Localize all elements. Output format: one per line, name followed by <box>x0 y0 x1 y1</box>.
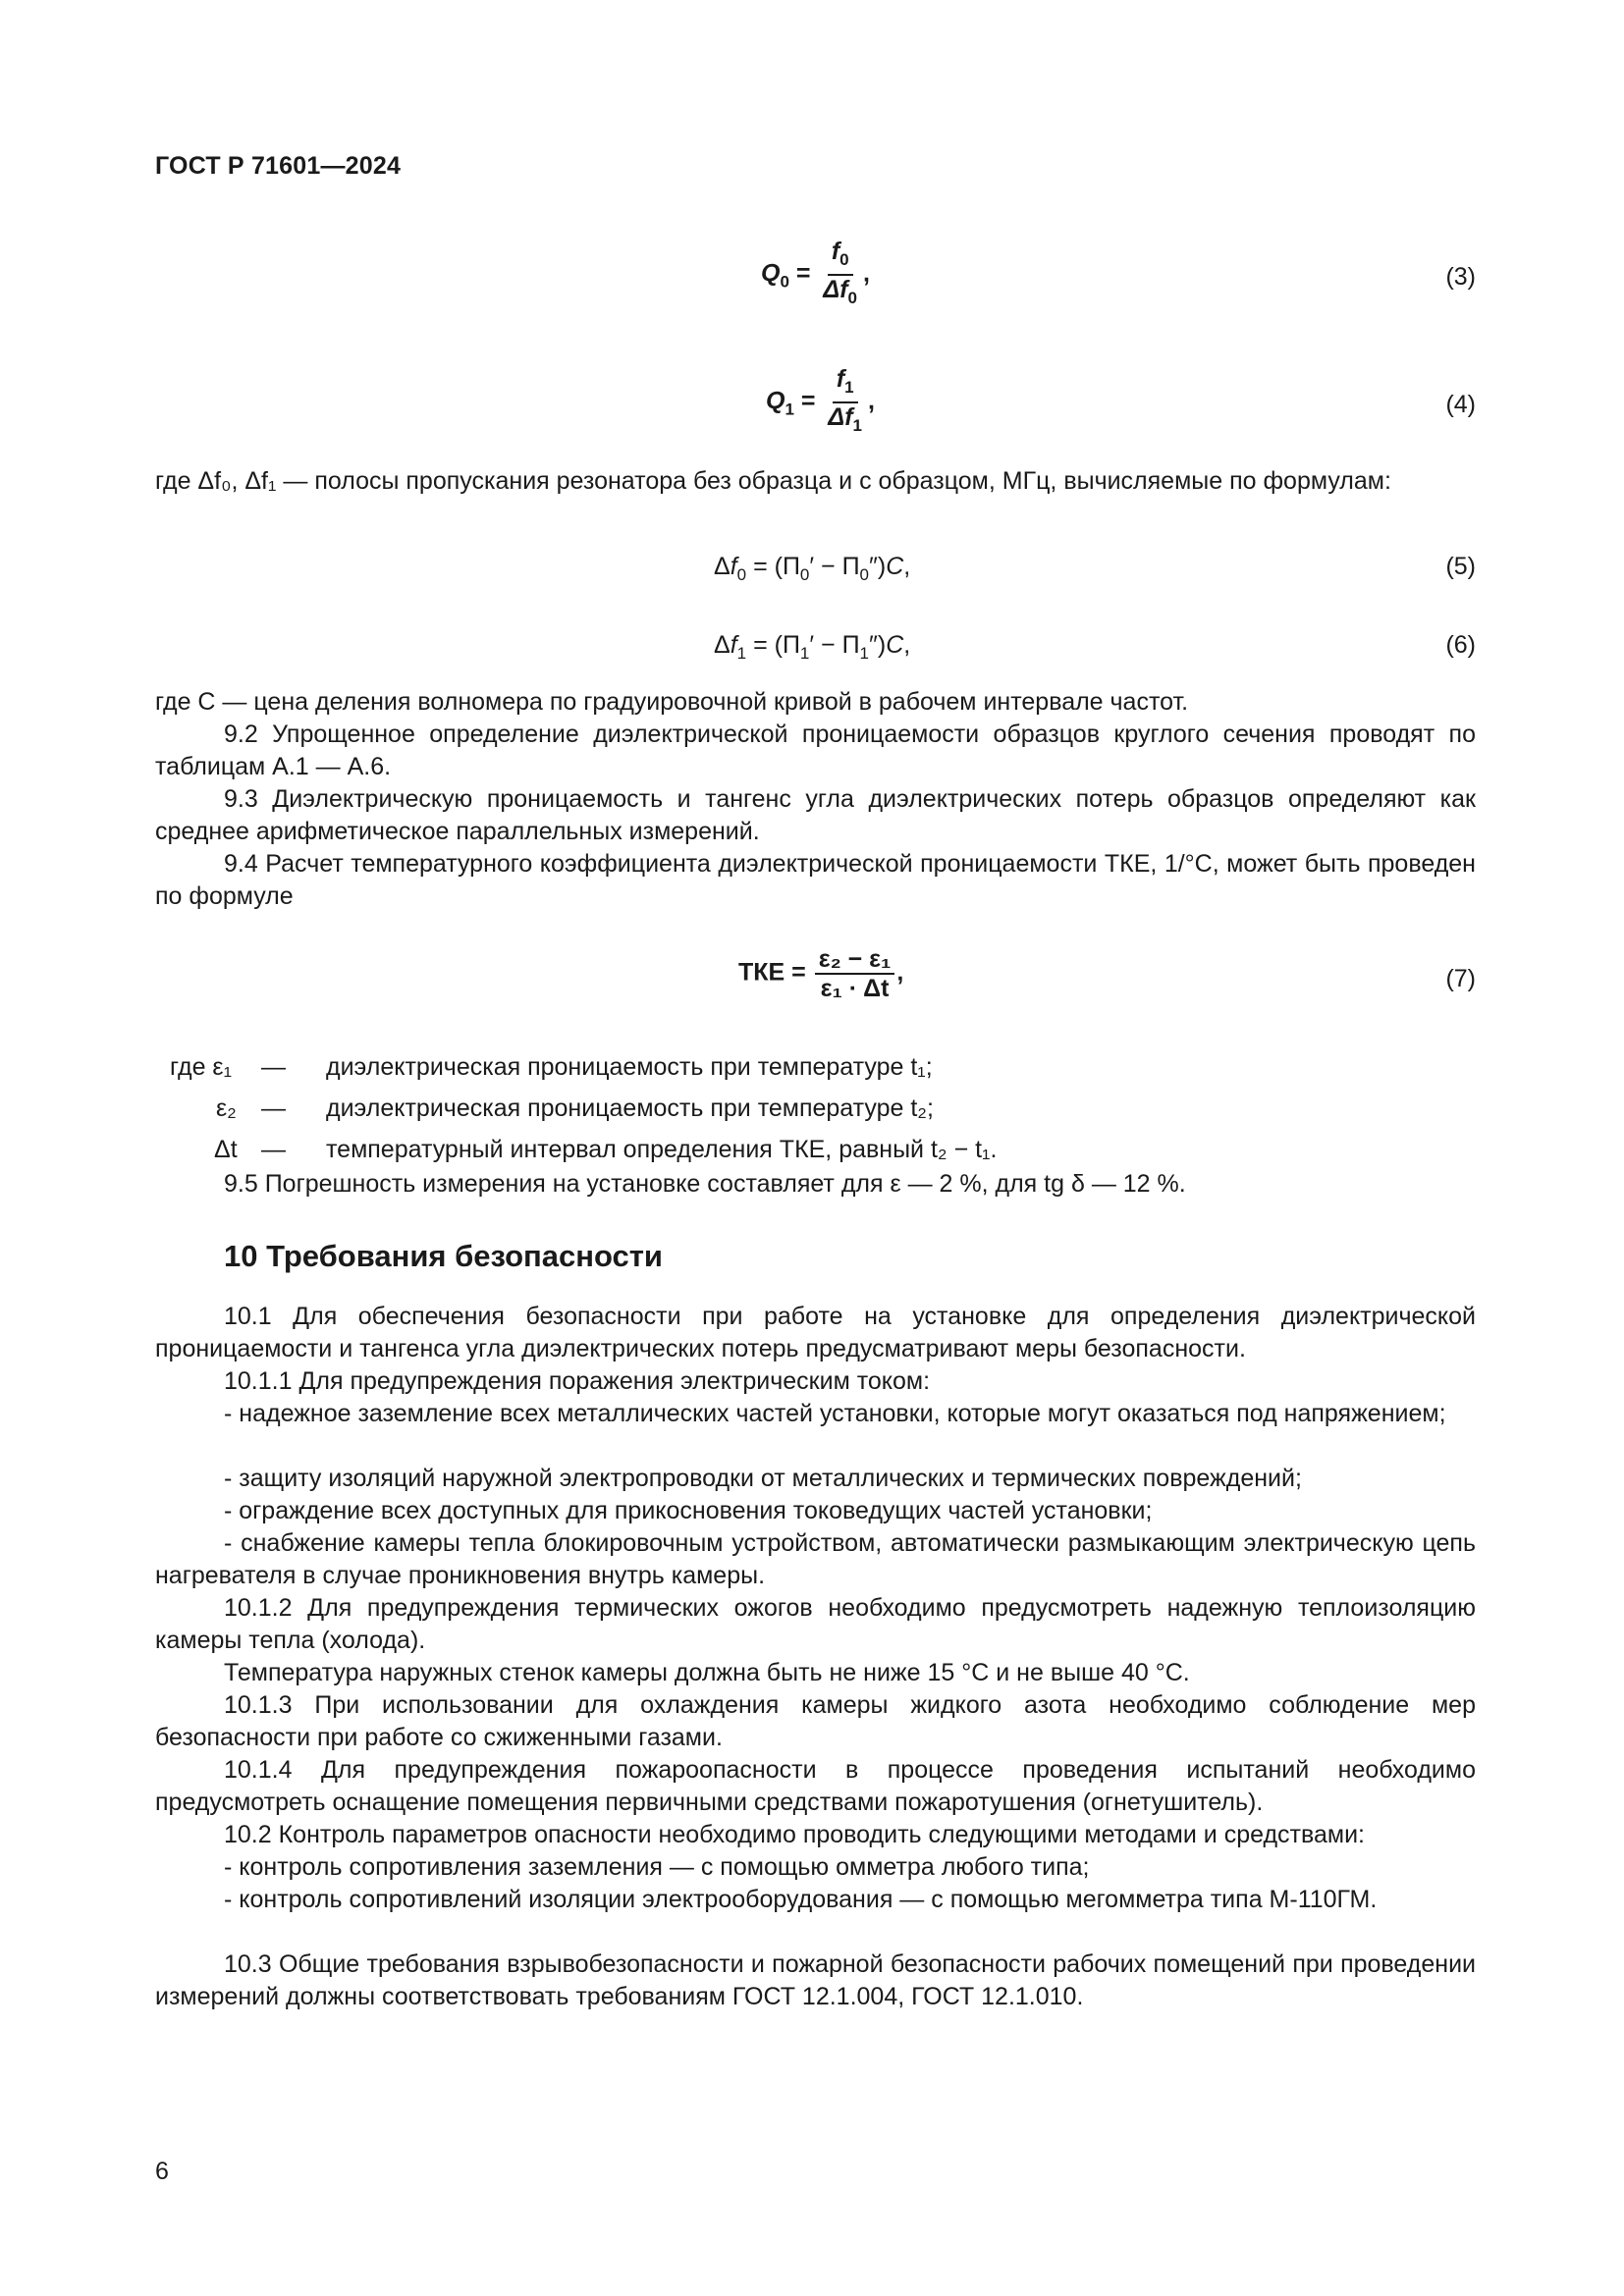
list-item: - защиту изоляций наружной электропроводки от металлических и термических повреждений; <box>224 1465 1302 1492</box>
definition-dash: — <box>261 1053 286 1081</box>
page-number: 6 <box>155 2158 169 2185</box>
paragraph: 10.1.3 При использовании для охлаждения камеры жидкого азота необходимо соблюдение мер безопасности при работе со сжиженными газами. <box>155 1691 1476 1751</box>
equation-5: $\Delta f_0 = (П_0' - П_0'')C$, <box>714 553 911 584</box>
list-item: - ограждение всех доступных для прикосновения токоведущих частей установки; <box>224 1497 1153 1524</box>
list-item: - контроль сопротивлений изоляции электрооборудования — с помощью мегомметра типа М-110ГМ. <box>224 1886 1378 1913</box>
definition-text: диэлектрическая проницаемость при температуре t₂; <box>326 1095 934 1122</box>
equation-7: ТКЕ = $\frac{\text{ε₂ − ε₁}}{\text{ε₁ · Δt}}$ , <box>738 945 904 1002</box>
paragraph: 10.1.4 Для предупреждения пожароопасности в процессе проведения испытаний необходимо предусмотреть оснащение помещения первичными средствами пожаротушения (огнетушитель). <box>155 1756 1476 1816</box>
document-header: ГОСТ Р 71601—2024 <box>155 152 402 180</box>
definition-dash: — <box>261 1136 286 1163</box>
definition-dash: — <box>261 1095 286 1122</box>
list-item: - снабжение камеры тепла блокировочным устройством, автоматически размыкающим электрическую цепь нагревателя в случае проникновения внутрь камеры. <box>155 1529 1476 1589</box>
section-title: 10 Требования безопасности <box>224 1239 663 1273</box>
equation-4: $Q_1$ = $\frac{f_1}{\Delta f_1}$ , <box>766 365 875 435</box>
paragraph: 10.1.2 Для предупреждения термических ожогов необходимо предусмотреть надежную теплоизоляцию камеры тепла (холода). <box>155 1594 1476 1654</box>
equation-3: $Q_0$ = $\frac{f_0}{\Delta f_0}$ , <box>761 238 870 307</box>
paragraph: 10.2 Контроль параметров опасности необходимо проводить следующими методами и средствами: <box>224 1821 1365 1848</box>
equation-number: (7) <box>1445 965 1476 992</box>
paragraph: где C — цена деления волномера по градуировочной кривой в рабочем интервале частот. <box>155 688 1189 716</box>
equation-number: (3) <box>1445 263 1476 291</box>
equation-number: (5) <box>1445 553 1476 580</box>
definition-symbol: где ε₁ <box>170 1053 233 1081</box>
definition-text: температурный интервал определения ТКЕ, равный t₂ − t₁. <box>326 1136 998 1163</box>
definition-symbol: ε₂ <box>216 1095 237 1122</box>
paragraph: 10.3 Общие требования взрывобезопасности и пожарной безопасности рабочих помещений при проведении измерений должны соответствовать требованиям ГОСТ 12.1.004, ГОСТ 12.1.010. <box>155 1950 1476 2010</box>
definition-symbol: Δt <box>214 1136 238 1163</box>
list-item: - контроль сопротивления заземления — с помощью омметра любого типа; <box>224 1853 1090 1881</box>
paragraph: 9.5 Погрешность измерения на установке составляет для ε — 2 %, для tg δ — 12 %. <box>224 1170 1186 1198</box>
paragraph: 10.1 Для обеспечения безопасности при работе на установке для определения диэлектрической проницаемости и тангенса угла диэлектрических потерь предусматривают меры безопасности. <box>155 1303 1476 1362</box>
paragraph: 10.1.1 Для предупреждения поражения электрическим током: <box>224 1367 931 1395</box>
list-item: - надежное заземление всех металлических частей установки, которые могут оказаться под напряжением; <box>224 1400 1446 1427</box>
equation-number: (4) <box>1445 391 1476 418</box>
paragraph: 9.3 Диэлектрическую проницаемость и тангенс угла диэлектрических потерь образцов определяют как среднее арифметическое параллельных измерений. <box>155 785 1476 845</box>
paragraph: 9.4 Расчет температурного коэффициента диэлектрической проницаемости ТКЕ, 1/°С, может быть проведен по формуле <box>155 850 1476 910</box>
paragraph: Температура наружных стенок камеры должна быть не ниже 15 °С и не выше 40 °С. <box>224 1659 1190 1686</box>
equation-number: (6) <box>1445 631 1476 659</box>
definition-text: диэлектрическая проницаемость при температуре t₁; <box>326 1053 933 1081</box>
paragraph: 9.2 Упрощенное определение диэлектрической проницаемости образцов круглого сечения проводят по таблицам А.1 — А.6. <box>155 721 1476 780</box>
paragraph: где Δf₀, Δf₁ — полосы пропускания резонатора без образца и с образцом, МГц, вычисляемые по формулам: <box>155 467 1391 495</box>
equation-6: $\Delta f_1 = (П_1' - П_1'')C$, <box>714 631 911 663</box>
